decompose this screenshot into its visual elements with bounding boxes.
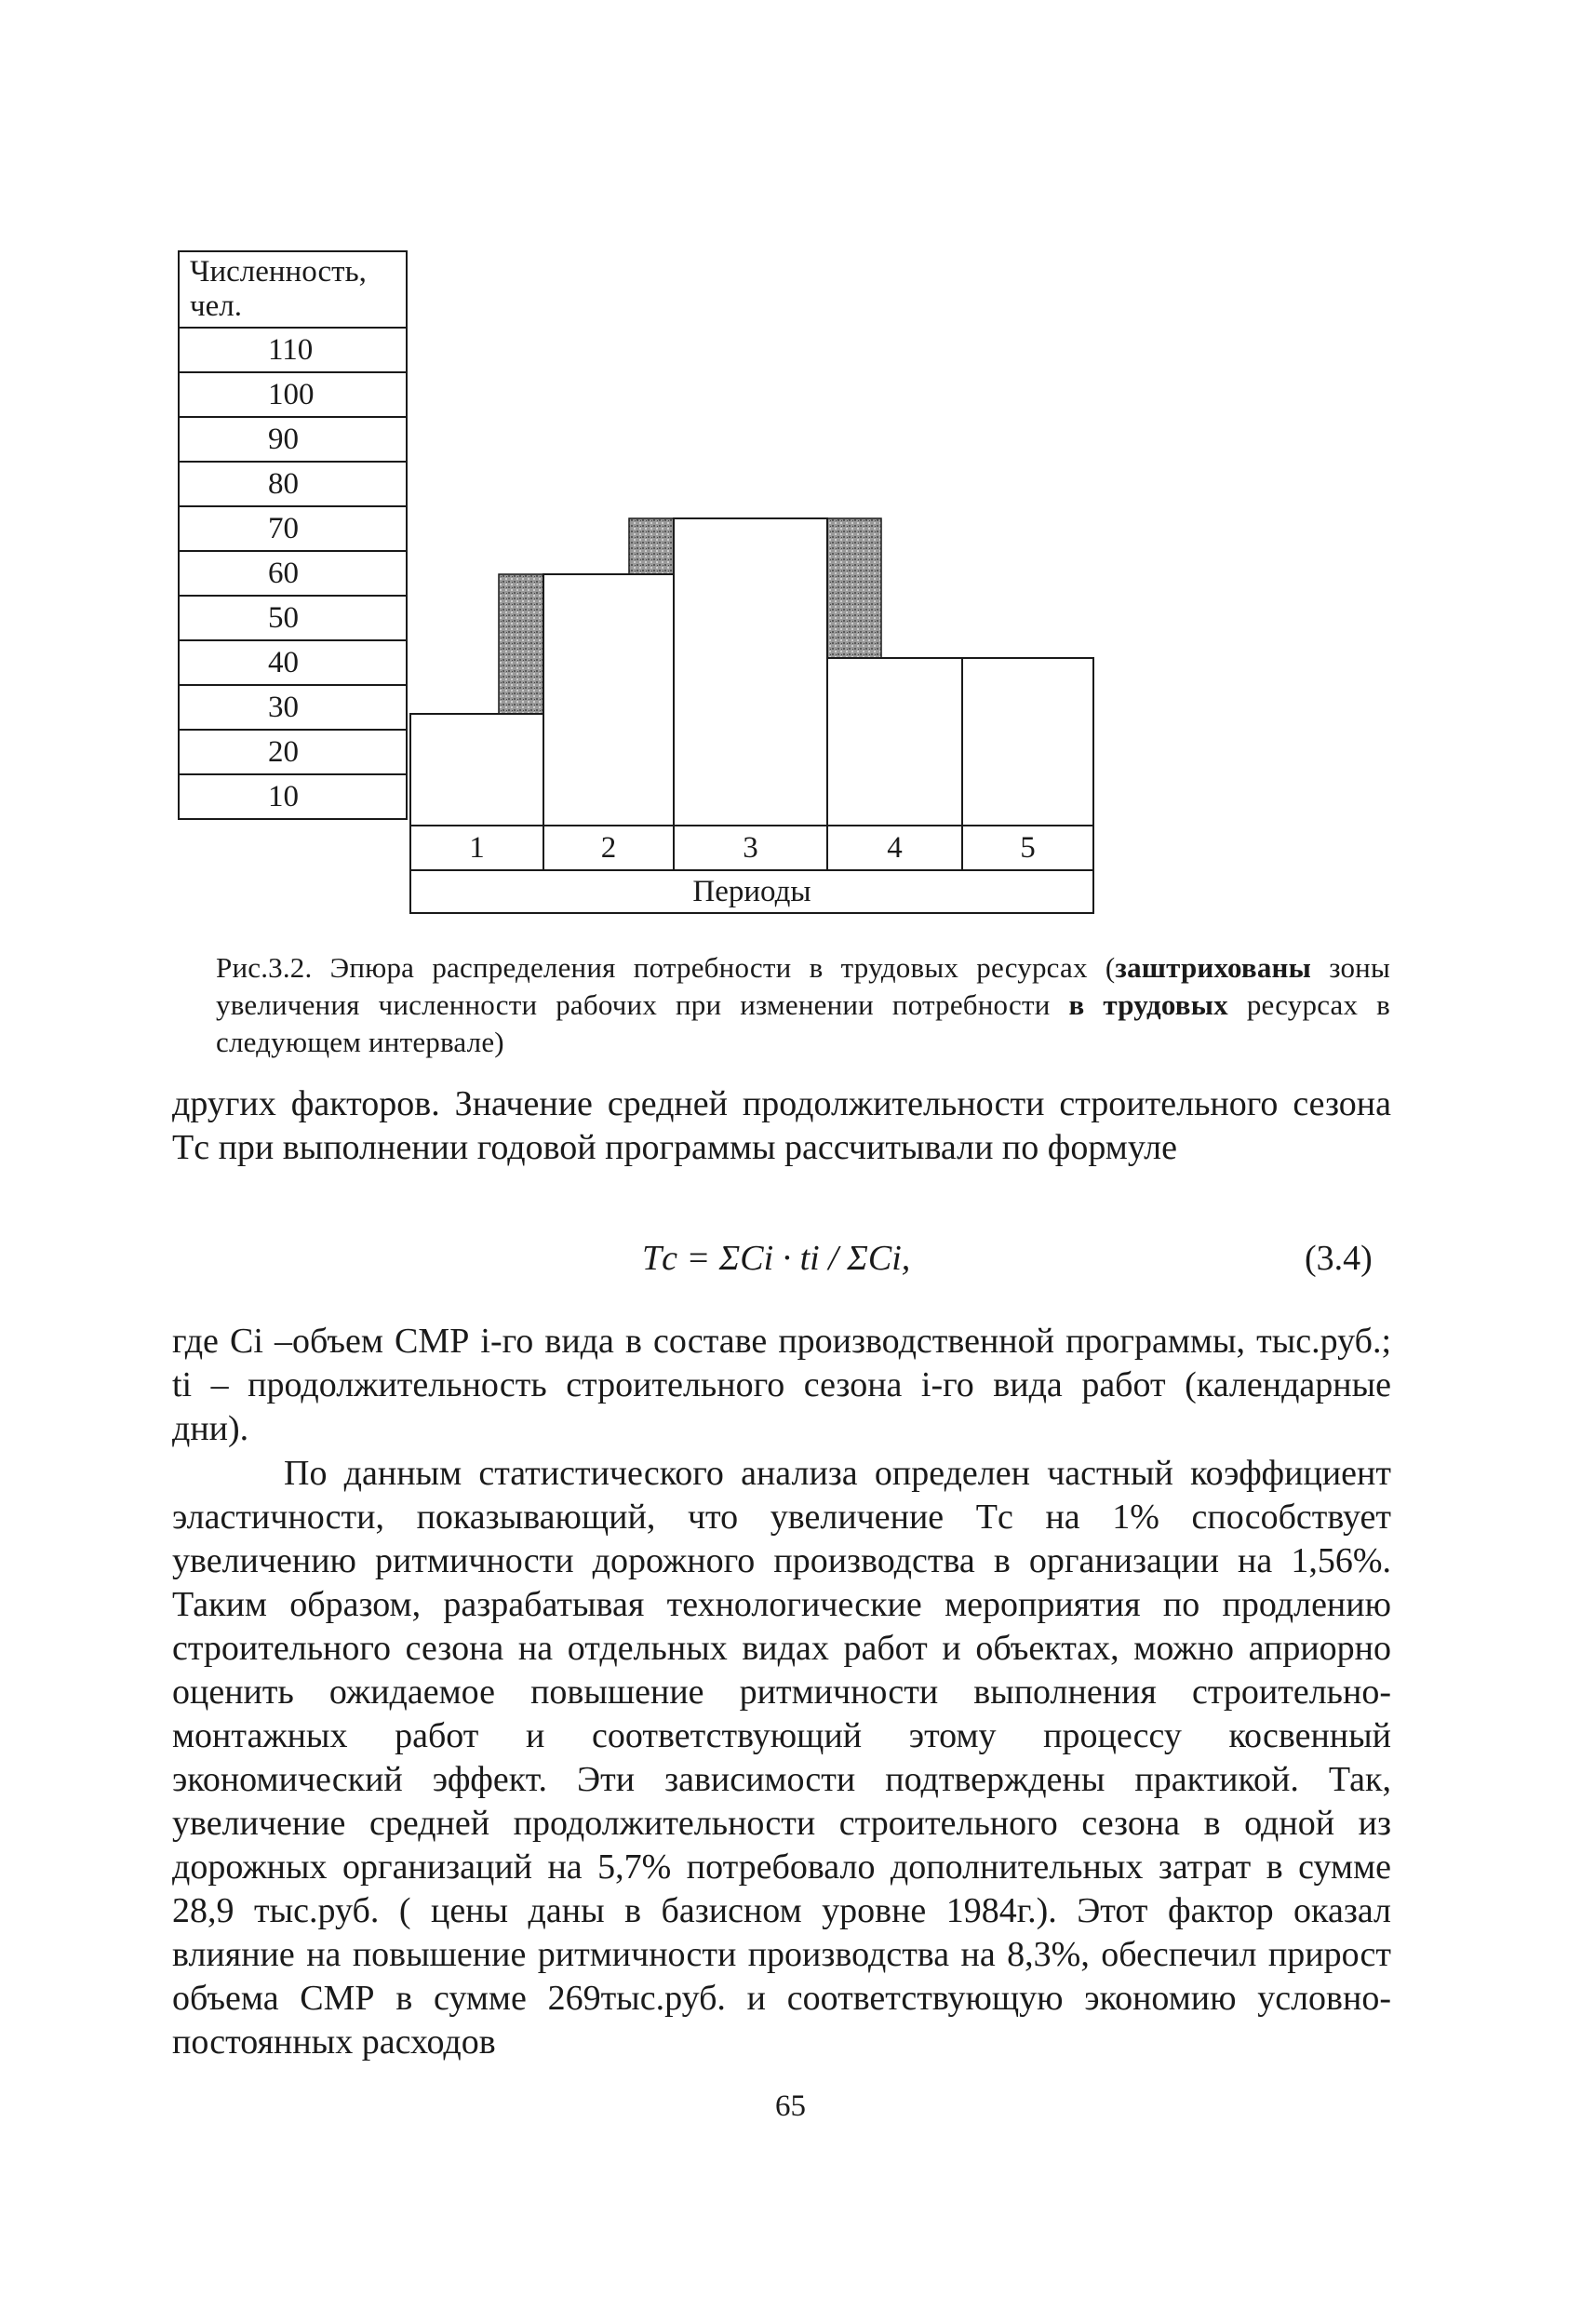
y-tick-label: 90 [268, 423, 299, 456]
x-tick-label: 2 [600, 831, 617, 865]
formula: Tс = ΣCi · ti / ΣCi, [642, 1239, 911, 1278]
caption-bold-1: заштрихованы [1115, 951, 1311, 984]
x-tick-label: 4 [887, 831, 903, 865]
y-tick-label: 50 [268, 601, 299, 635]
caption-text-3: ресурсах в следующем интервале) [216, 988, 1390, 1058]
paragraph-definitions: где Ci –объем СМР i-го вида в составе производственной программы, тыс.руб.; ti – продолжительность строительного сезона i-го вида работ (календарные дни). [172, 1322, 1391, 1448]
y-tick-label: 110 [268, 333, 314, 367]
figure-caption [216, 949, 1390, 1061]
y-tick-label: 30 [268, 691, 299, 724]
x-axis-label: Периоды [692, 875, 811, 908]
caption-text-2: зоны увеличения численности рабочих при изменении потребности [216, 951, 1390, 1021]
paragraph-analysis: По данным статистического анализа определен частный коэффициент эластичности, показывающий, что увеличение Tс на 1% способствует увеличению ритмичности дорожного производства в организации на 1,56%. Таким образом, разрабатывая технологические мероприятия по продлению строительного сезона на отдельных видах работ и объектах, можно априорно оценить ожидаемое повышение ритмичности выполнения строительно-монтажных работ и соответствующий этому процессу косвенный экономический эффект. Эти зависимости подтверждены практикой. Так, увеличение средней продолжительности строительного сезона в одной из дорожных организаций на 5,7% потребовало дополнительных затрат в сумме 28,9 тыс.руб. ( цены даны в базисном уровне 1984г.). Этот фактор оказал влияние на повышение ритмичности производства на 8,3%, обеспечил прирост объема СМР в сумме 269тыс.руб. и соответствующую экономию условно-постоянных расходов [172, 1454, 1391, 2062]
y-tick-label: 100 [268, 378, 315, 411]
bar [962, 658, 1093, 826]
x-tick-label: 3 [743, 831, 758, 865]
y-tick-label: 10 [268, 780, 299, 813]
formula-number: (3.4) [1305, 1239, 1373, 1278]
x-tick-label: 1 [469, 831, 485, 865]
x-tick-label: 5 [1020, 831, 1036, 865]
paragraph-intro: других факторов. Значение средней продолжительности строительного сезона Tс при выполнении годовой программы рассчитывали по формуле [172, 1084, 1391, 1167]
caption-bold-2: в трудовых [1068, 988, 1228, 1021]
y-tick-label: 40 [268, 646, 299, 679]
bar [827, 658, 962, 826]
y-tick-label: 70 [268, 512, 299, 545]
bar [674, 518, 827, 826]
shaded-zone [629, 518, 674, 574]
y-tick-label: 80 [268, 467, 299, 501]
shaded-zone [827, 518, 881, 658]
y-tick-label: 60 [268, 557, 299, 590]
labor-distribution-chart [0, 0, 1581, 931]
y-axis-label: Численность, чел. [190, 255, 367, 323]
y-tick-label: 20 [268, 735, 299, 769]
shaded-zone [499, 574, 543, 714]
bar [410, 714, 543, 826]
page-number: 65 [775, 2089, 806, 2123]
caption-text-1: Рис.3.2. Эпюра распределения потребности в трудовых ресурсах ( [216, 951, 1116, 984]
bar [543, 574, 674, 826]
